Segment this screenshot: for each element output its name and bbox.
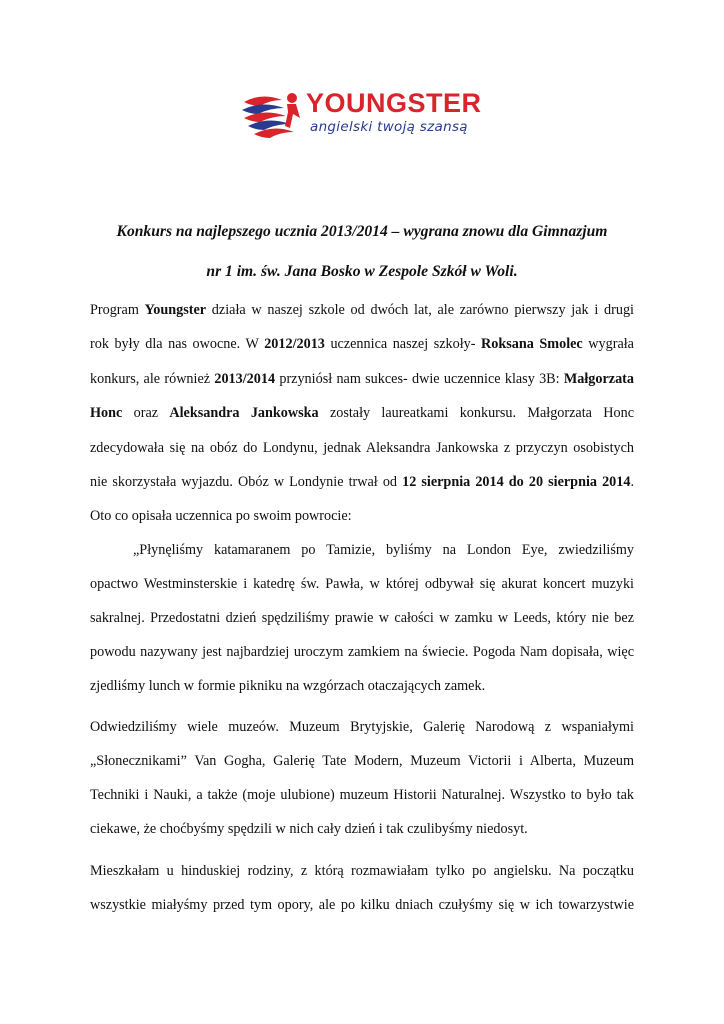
youngster-logo bbox=[240, 88, 490, 144]
paragraph-line: Odwiedziliśmy wiele muzeów. Muzeum Brytyjskie, Galerię Narodową z wspaniałymi bbox=[90, 719, 634, 735]
logo-wordmark: YOUNGSTER bbox=[306, 88, 482, 118]
paragraph-line: nie skorzystała wyjazdu. Obóz w Londynie trwał od 12 sierpnia 2014 do 20 sierpnia 2014. bbox=[90, 474, 634, 490]
paragraph-line: Honc oraz Aleksandra Jankowska zostały laureatkami konkursu. Małgorzata Honc bbox=[90, 405, 634, 421]
paragraph-line: Techniki i Nauki, a także (moje ulubione) muzeum Historii Naturalnej. Wszystko to było tak bbox=[90, 787, 634, 803]
paragraph-line: opactwo Westminsterskie i katedrę św. Pawła, w której odbywał się akurat koncert muzyki bbox=[90, 576, 634, 592]
paragraph-line: Oto co opisała uczennica po swoim powrocie: bbox=[90, 508, 352, 524]
document-title-line-2: nr 1 im. św. Jana Bosko w Zespole Szkół w Woli. bbox=[206, 263, 518, 280]
document-title-line-1: Konkurs na najlepszego ucznia 2013/2014 – wygrana znowu dla Gimnazjum bbox=[116, 223, 608, 240]
paragraph-line: zjedliśmy lunch w formie pikniku na wzgórzach otaczających zamek. bbox=[90, 678, 486, 694]
paragraph-line: konkurs, ale również 2013/2014 przyniósł nam sukces- dwie uczennice klasy 3B: Małgorzata bbox=[90, 371, 634, 387]
paragraph-line: „Płynęliśmy katamaranem po Tamizie, byliśmy na London Eye, zwiedziliśmy bbox=[133, 542, 634, 558]
paragraph-line: ciekawe, że choćbyśmy spędzili w nich cały dzień i tak czulibyśmy niedosyt. bbox=[90, 821, 528, 837]
paragraph-line: zdecydowała się na obóz do Londynu, jednak Aleksandra Jankowska z przyczyn osobistych bbox=[90, 440, 634, 456]
paragraph-line: rok były dla nas owocne. W 2012/2013 uczennica naszej szkoły- Roksana Smolec wygrała bbox=[90, 336, 634, 352]
flag-swoosh-icon bbox=[240, 88, 306, 144]
paragraph-line: „Słonecznikami” Van Gogha, Galerię Tate Modern, Muzeum Victorii i Alberta, Muzeum bbox=[90, 753, 634, 769]
logo-tagline: angielski twoją szansą bbox=[310, 119, 468, 135]
paragraph-line: Mieszkałam u hinduskiej rodziny, z którą rozmawiałam tylko po angielsku. Na początku bbox=[90, 863, 634, 879]
paragraph-line: powodu nazywany jest najbardziej uroczym zamkiem na świecie. Pogoda Nam dopisała, więc bbox=[90, 644, 634, 660]
paragraph-line: wszystkie miałyśmy przed tym opory, ale po kilku dniach czułyśmy się w ich towarzystwie bbox=[90, 897, 634, 913]
paragraph-line: Program Youngster działa w naszej szkole od dwóch lat, ale zarówno pierwszy jak i drugi bbox=[90, 302, 634, 318]
paragraph-line: sakralnej. Przedostatni dzień spędziliśmy prawie w całości w zamku w Leeds, który nie bez bbox=[90, 610, 634, 626]
